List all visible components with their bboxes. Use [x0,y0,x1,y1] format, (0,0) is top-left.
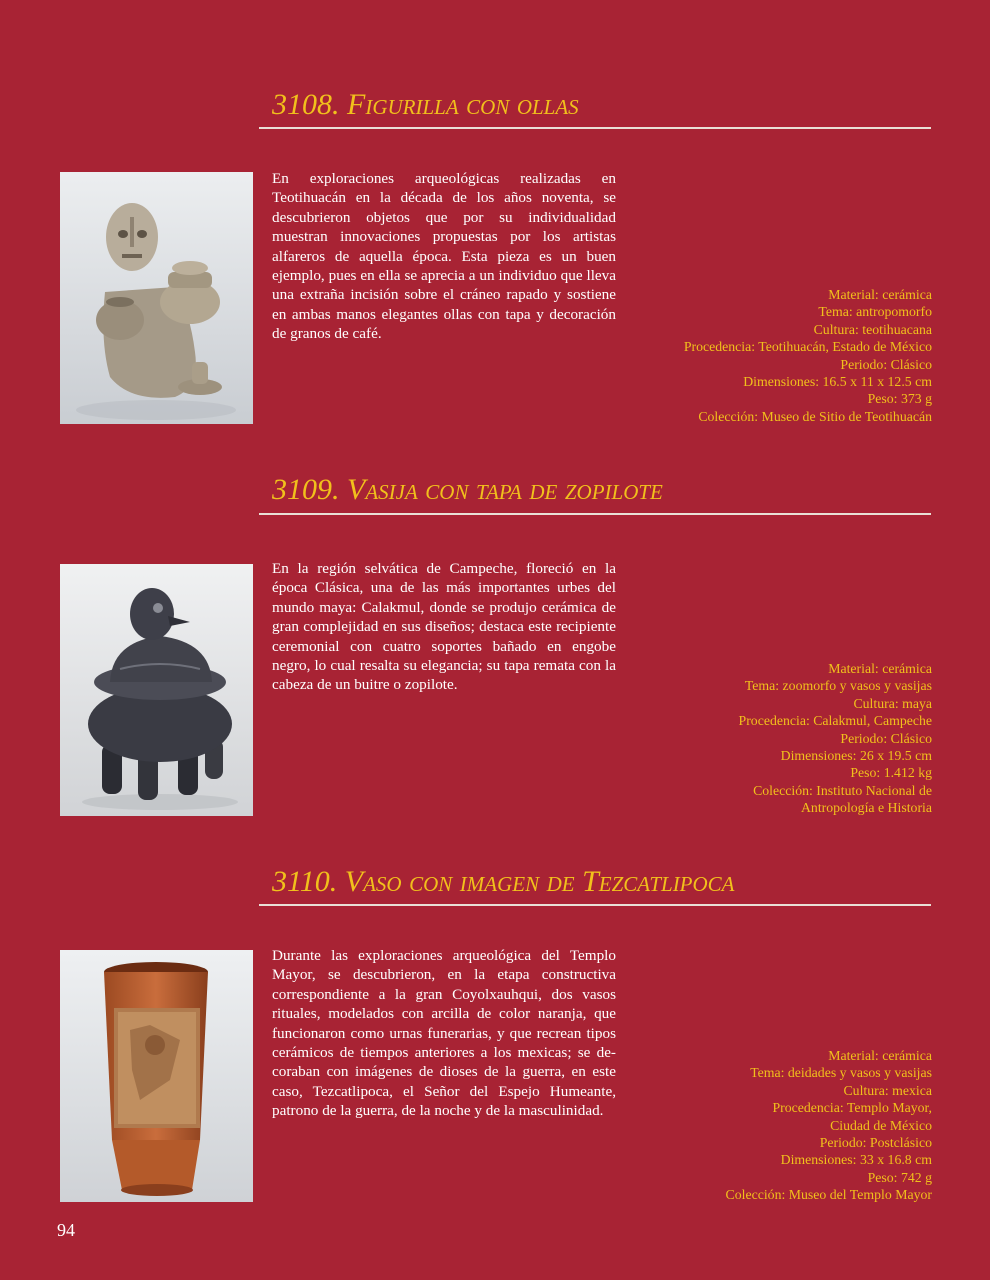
title-divider [259,513,931,515]
entry-name: Figurilla con ollas [347,88,579,121]
detail-dimensiones: Dimensiones: 16.5 x 11 x 12.5 cm [743,374,932,390]
detail-coleccion-cont: Antropología e Historia [800,800,932,816]
artifact-photo [60,564,253,816]
artifact-photo [60,172,253,424]
entry-number: 3108. [272,88,340,121]
vessel-image [60,564,253,816]
entry-title [272,865,735,899]
detail-procedencia: Procedencia: Templo Mayor, [772,1100,932,1116]
detail-peso: Peso: 373 g [867,391,932,407]
detail-cultura: Cultura: maya [853,695,932,711]
entry-description: Durante las exploraciones arqueológica del Templo Mayor, se descubrieron, en la etapa constructiva correspondiente a la gran Coyolxauhqui, dos vasos rituales, modelados con arcilla de color naranja, que funcionaron como urnas funerarias, y que recrean tipos cerámicos de tiempos anteriores a los mexicas; se de-coraban con imágenes de dioses de la guerra, en este caso, Tezcatlipoca, el Señor del Espejo Humeante, patrono de la guerra, de la noche y de la masculinidad. [272,947,616,1120]
entry-title [272,473,663,507]
entry-description: En exploraciones arqueológicas realizadas en Teotihuacán en la década de los años noventa, se descubrieron objetos que por su individualidad muestran innovaciones propuestas por los artistas alfareros de aquella época. Esta pieza es un buen ejemplo, pues en ella se aprecia a un individuo que lleva una extraña incisión sobre el cráneo rapado y sostiene en ambas manos elegantes ollas con tapa y decoración de granos de café. [272,170,616,343]
vase-image [60,950,253,1202]
detail-tema: Tema: antropomorfo [818,304,932,320]
artifact-photo [60,950,253,1202]
entry-number: 3110. [272,865,338,898]
entry-name: Vaso con imagen de Tezcatlipoca [344,865,735,898]
detail-material: Material: cerámica [828,661,932,676]
detail-procedencia-cont: Ciudad de México [830,1117,932,1133]
entry-number: 3109. [272,473,340,506]
detail-periodo: Periodo: Clásico [840,730,932,746]
detail-cultura: Cultura: mexica [843,1082,932,1098]
detail-coleccion: Colección: Museo del Templo Mayor [725,1187,932,1203]
detail-dimensiones: Dimensiones: 33 x 16.8 cm [780,1152,932,1168]
detail-periodo: Periodo: Postclásico [819,1135,932,1151]
entry-name: Vasija con tapa de zopilote [347,473,663,506]
detail-peso: Peso: 742 g [867,1169,932,1185]
detail-peso: Peso: 1.412 kg [850,765,932,781]
page-number: 94 [57,1220,75,1240]
entry-description: En la región selvática de Campeche, floreció en la época Clásica, una de las más importantes urbes del mundo maya: Calakmul, donde se produjo cerámica de gran complejidad en sus diseños; destaca este recipiente ceremonial con cuatro soportes bañado en engobe negro, lo cual resalta su elegancia; su tapa remata con la cabeza de un buitre o zopilote. [272,560,616,694]
detail-cultura: Cultura: teotihuacana [813,321,932,337]
figurine-image [60,172,253,424]
detail-tema: Tema: deidades y vasos y vasijas [750,1065,932,1081]
detail-coleccion: Colección: Instituto Nacional de [753,782,932,798]
title-divider [259,127,931,129]
entry-details [632,1047,932,1204]
entry-title [272,88,579,122]
detail-material: Material: cerámica [828,1048,932,1063]
detail-coleccion: Colección: Museo de Sitio de Teotihuacán [698,408,932,424]
title-divider [259,904,931,906]
detail-procedencia: Procedencia: Calakmul, Campeche [738,713,932,729]
detail-tema: Tema: zoomorfo y vasos y vasijas [744,678,932,694]
detail-procedencia: Procedencia: Teotihuacán, Estado de México [683,339,932,355]
entry-details [632,286,932,425]
detail-material: Material: cerámica [828,287,932,302]
entry-details [632,660,932,817]
detail-dimensiones: Dimensiones: 26 x 19.5 cm [780,748,932,764]
detail-periodo: Periodo: Clásico [840,356,932,372]
